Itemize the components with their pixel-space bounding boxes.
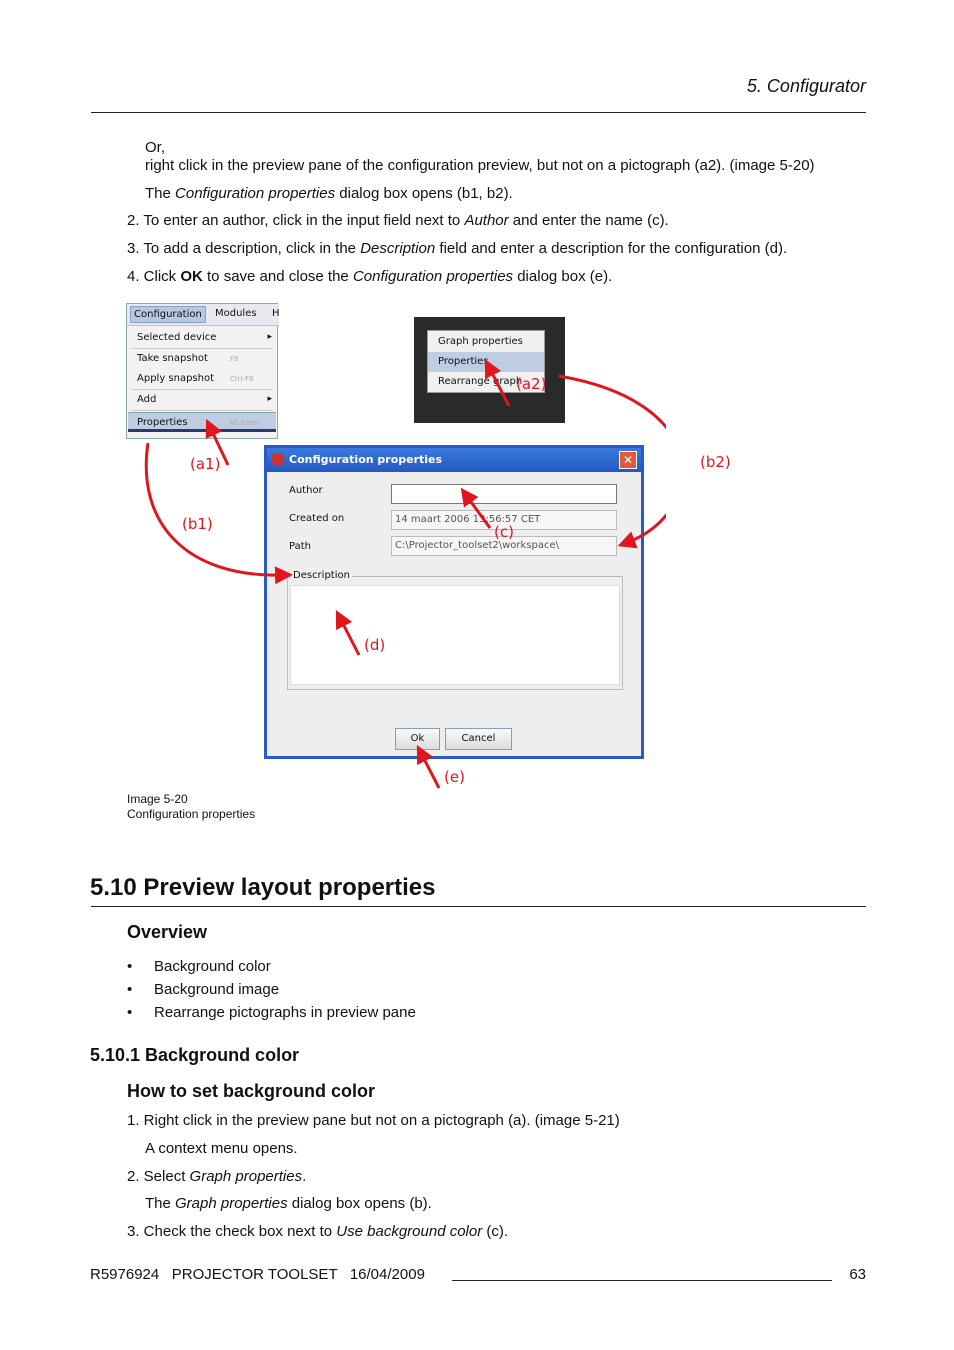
menubar-configuration[interactable]: Configuration — [130, 306, 206, 323]
dialog-title: Configuration properties — [289, 453, 443, 466]
intro-line2: The Configuration properties dialog box opens (b1, b2). — [145, 185, 513, 202]
header-rule — [91, 112, 866, 113]
close-icon[interactable]: ✕ — [619, 451, 637, 469]
created-on-field: 14 maart 2006 13:56:57 CET — [391, 510, 617, 530]
image-caption-title: Configuration properties — [127, 807, 256, 821]
menu-item-apply-snapshot[interactable]: Apply snapshot — [137, 373, 215, 384]
label-c: (c) — [494, 523, 514, 541]
menu-item-properties[interactable]: Properties — [137, 417, 188, 428]
chapter-header: 5. Configurator — [746, 76, 866, 96]
howto-step-3: 3. Check the check box next to Use background color (c). — [127, 1223, 509, 1240]
label-d: (d) — [364, 636, 386, 654]
menu-item-take-snapshot[interactable]: Take snapshot — [137, 353, 208, 364]
footer-doc-info: R5976924 PROJECTOR TOOLSET 16/04/2009 — [90, 1266, 425, 1283]
path-field: C:\Projector_toolset2\workspace\ — [391, 536, 617, 556]
menubar-help[interactable]: H — [272, 308, 280, 319]
menubar-modules[interactable]: Modules — [215, 308, 257, 319]
step-3: 3. To add a description, click in the Description field and enter a description for the configuration (d). — [127, 240, 788, 257]
author-label: Author — [289, 485, 323, 496]
section-title: 5.10 Preview layout properties — [90, 874, 436, 901]
label-b2: (b2) — [700, 453, 731, 471]
arrow-e — [421, 753, 439, 788]
arrow-b2 — [559, 376, 666, 543]
shortcut-properties: Alt-Enter — [229, 419, 260, 427]
howto-step-2-note: The Graph properties dialog box opens (b). — [145, 1195, 432, 1212]
arrow-a2 — [489, 367, 509, 406]
annotation-arrows — [126, 303, 666, 793]
overview-heading: Overview — [127, 922, 208, 942]
menu-item-selected-device[interactable]: Selected device — [137, 332, 217, 343]
section-rule — [91, 906, 866, 907]
label-a1: (a1) — [190, 455, 221, 473]
arrow-c — [466, 495, 490, 528]
label-e: (e) — [444, 768, 465, 786]
arrow-d — [340, 618, 359, 655]
context-item-properties[interactable]: Properties — [438, 356, 489, 367]
label-b1: (b1) — [182, 515, 213, 533]
howto-step-1: 1. Right click in the preview pane but not on a pictograph (a). (image 5-21) — [127, 1112, 620, 1129]
submenu-arrow-icon: ▸ — [267, 332, 272, 342]
page-number: 63 — [849, 1266, 866, 1283]
description-label: Description — [293, 570, 350, 581]
cancel-button[interactable]: Cancel — [445, 728, 512, 750]
menu-item-add[interactable]: Add — [137, 394, 157, 405]
intro-or: Or, — [145, 139, 166, 156]
context-item-graph-properties[interactable]: Graph properties — [438, 336, 523, 347]
ok-button[interactable]: Ok — [395, 728, 440, 750]
label-a2: (a2) — [516, 375, 547, 393]
shortcut-apply-snapshot: Ctrl-F8 — [230, 375, 254, 383]
image-caption-number: Image 5-20 — [127, 792, 188, 806]
context-item-rearrange-graph[interactable]: Rearrange graph — [438, 376, 523, 387]
created-on-label: Created on — [289, 513, 345, 524]
footer-rule — [452, 1280, 832, 1281]
configuration-properties-figure — [126, 303, 731, 793]
path-label: Path — [289, 541, 311, 552]
intro-line1: right click in the preview pane of the configuration preview, but not on a pictograph (a2). (image 5-20) — [145, 157, 815, 174]
step-4: 4. Click OK to save and close the Configuration properties dialog box (e). — [127, 268, 613, 285]
howto-heading: How to set background color — [127, 1081, 376, 1101]
submenu-arrow-icon: ▸ — [267, 394, 272, 404]
step-2: 2. To enter an author, click in the input field next to Author and enter the name (c). — [127, 212, 669, 229]
shortcut-take-snapshot: F8 — [230, 355, 239, 363]
howto-step-2: 2. Select Graph properties. — [127, 1168, 307, 1185]
subsection-title: 5.10.1 Background color — [90, 1045, 300, 1065]
howto-step-1-note: A context menu opens. — [145, 1140, 298, 1157]
